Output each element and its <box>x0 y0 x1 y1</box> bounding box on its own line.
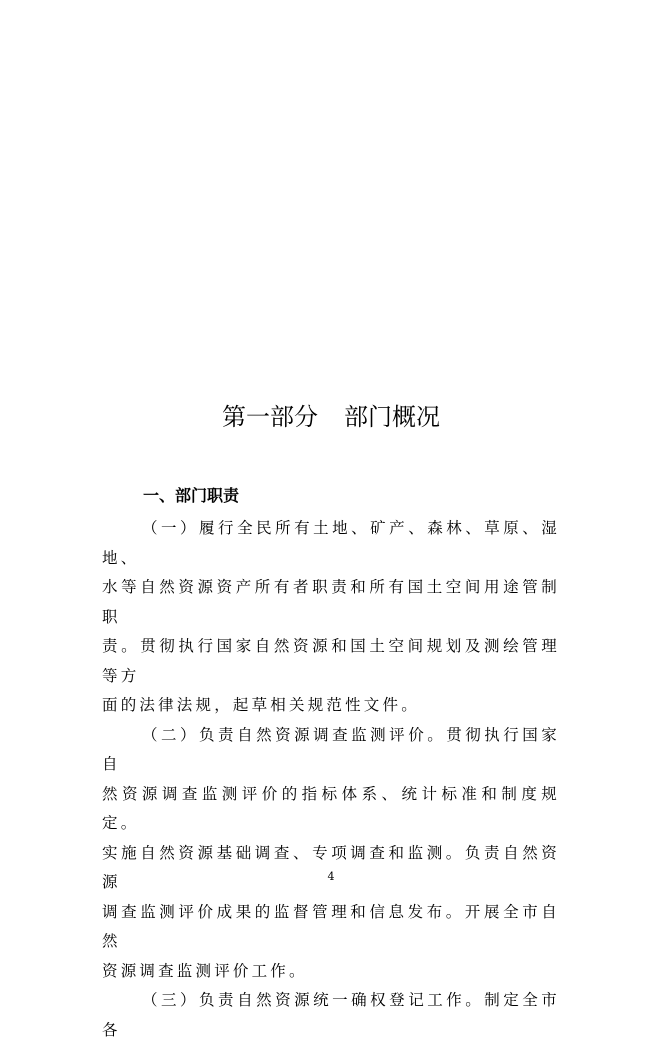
paragraph-line: （一）履行全民所有土地、矿产、森林、草原、湿地、 <box>102 519 560 567</box>
paragraph-line: 调查监测评价成果的监督管理和信息发布。开展全市自然 <box>102 902 560 950</box>
section-heading: 一、部门职责 <box>143 486 240 505</box>
paragraph-line: （二）负责自然资源调查监测评价。贯彻执行国家自 <box>102 725 560 773</box>
paragraph-2 <box>102 721 560 987</box>
paragraph-line: 面的法律法规，起草相关规范性文件。 <box>102 696 420 714</box>
part-title-right: 部门概况 <box>344 403 440 431</box>
part-title <box>0 400 662 434</box>
paragraph-1 <box>102 514 560 721</box>
paragraph-3 <box>102 986 560 1045</box>
part-title-left: 第一部分 <box>222 403 318 431</box>
body-text <box>102 514 560 1045</box>
paragraph-line: 责。贯彻执行国家自然资源和国土空间规划及测绘管理等方 <box>102 637 560 685</box>
paragraph-line: 然资源调查监测评价的指标体系、统计标准和制度规定。 <box>102 784 560 832</box>
paragraph-line: （三）负责自然资源统一确权登记工作。制定全市各 <box>102 991 560 1039</box>
paragraph-line: 资源调查监测评价工作。 <box>102 961 308 980</box>
page-number: 4 <box>327 870 335 883</box>
paragraph-line: 水等自然资源资产所有者职责和所有国土空间用途管制职 <box>102 578 560 626</box>
paragraph-line: 实施自然资源基础调查、专项调查和监测。负责自然资源 <box>102 843 560 891</box>
